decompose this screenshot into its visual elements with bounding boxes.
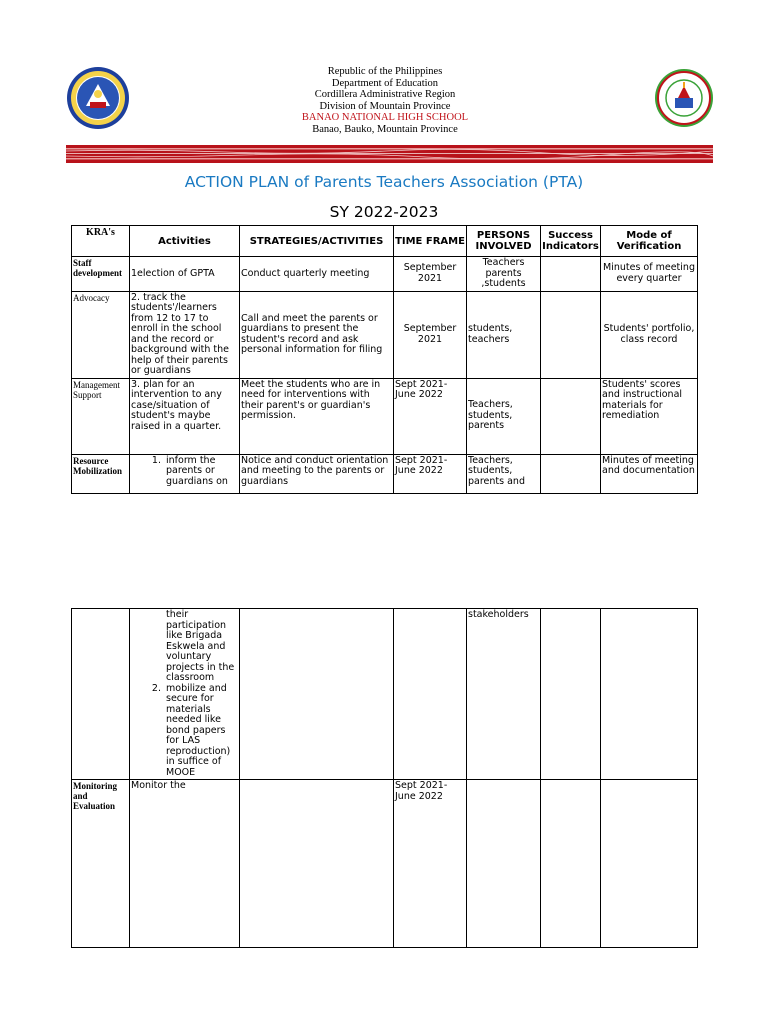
header-divider-band xyxy=(66,145,713,163)
deped-seal-logo xyxy=(66,66,130,130)
header-persons-involved: PERSONS INVOLVED xyxy=(467,226,541,257)
success-cell xyxy=(541,378,601,454)
table-row xyxy=(72,780,698,948)
letterhead-line-2: Department of Education xyxy=(331,77,439,89)
header-mode-of-verification: Mode of Verification xyxy=(601,226,698,257)
table-row xyxy=(72,609,698,780)
table-row xyxy=(72,378,698,454)
time-frame-cell xyxy=(394,609,467,780)
document-title: ACTION PLAN of Parents Teachers Association (PTA) xyxy=(184,173,584,191)
time-frame-cell: Sept 2021-June 2022 xyxy=(394,454,467,493)
activity-cell: 3. plan for an intervention to any case/situation of student's maybe raised in a quarter. xyxy=(130,378,240,454)
persons-cell xyxy=(467,780,541,948)
table-row xyxy=(72,291,698,378)
school-address: Banao, Bauko, Mountain Province xyxy=(312,123,458,135)
table-row xyxy=(72,454,698,493)
persons-cell: students, teachers xyxy=(467,291,541,378)
header-activities: Activities xyxy=(130,226,240,257)
list-item: 1. inform the parents or guardians on xyxy=(164,456,238,488)
activity-list xyxy=(131,456,238,488)
header-time-frame: TIME FRAME xyxy=(394,226,467,257)
activity-cell xyxy=(130,454,240,493)
activity-cell xyxy=(130,609,240,780)
time-frame-cell: Sept 2021-June 2022 xyxy=(394,378,467,454)
activity-cell: Monitor the xyxy=(130,780,240,948)
kra-cell: Advocacy xyxy=(72,291,130,378)
time-frame-cell: September 2021 xyxy=(394,291,467,378)
time-frame-cell: Sept 2021-June 2022 xyxy=(394,780,467,948)
letterhead-line-4: Division of Mountain Province xyxy=(319,100,451,112)
header-strategies: STRATEGIES/ACTIVITIES xyxy=(240,226,394,257)
strategy-cell: Conduct quarterly meeting xyxy=(240,257,394,292)
mode-cell xyxy=(601,780,698,948)
strategy-cell: Call and meet the parents or guardians to present the student's record and ask personal information for filing xyxy=(240,291,394,378)
school-seal-logo xyxy=(652,68,716,128)
table-row xyxy=(72,257,698,292)
action-plan-table xyxy=(71,225,698,494)
letterhead-line-1: Republic of the Philippines xyxy=(327,66,443,77)
letterhead-line-3: Cordillera Administrative Region xyxy=(314,89,456,100)
action-plan-table-continued xyxy=(71,608,698,948)
activity-cell: 1election of GPTA xyxy=(130,257,240,292)
activity-continued-text: their participation like Brigada Eskwela and voluntary projects in the classroom xyxy=(166,609,235,683)
header-success-indicators: Success Indicators xyxy=(541,226,601,257)
school-year: SY 2022-2023 xyxy=(329,203,439,221)
activity-cell: 2. track the students'/learners from 12 to 17 to enroll in the school and the record or background with the help of their parents or guardians xyxy=(130,291,240,378)
letterhead xyxy=(230,66,540,135)
persons-cell: Teachers, students, parents xyxy=(467,378,541,454)
persons-cell: stakeholders xyxy=(467,609,541,780)
kra-cell xyxy=(72,609,130,780)
persons-cell: Teachers, students, parents and xyxy=(467,454,541,493)
activity-list xyxy=(131,684,238,779)
time-frame-cell: September 2021 xyxy=(394,257,467,292)
success-cell xyxy=(541,291,601,378)
kra-cell: Resource Mobilization xyxy=(72,454,130,493)
success-cell xyxy=(541,780,601,948)
strategy-cell: Notice and conduct orientation and meeting to the parents or guardians xyxy=(240,454,394,493)
kra-cell: Monitoring and Evaluation xyxy=(72,780,130,948)
mode-cell: Students' scores and instructional materials for remediation xyxy=(601,378,698,454)
kra-cell: Management Support xyxy=(72,378,130,454)
table-header-row xyxy=(72,226,698,257)
kra-cell: Staff development xyxy=(72,257,130,292)
mode-cell: Minutes of meeting every quarter xyxy=(601,257,698,292)
success-cell xyxy=(541,257,601,292)
strategy-cell xyxy=(240,780,394,948)
strategy-cell xyxy=(240,609,394,780)
list-item: 2. mobilize and secure for materials needed like bond papers for LAS reproduction) in suffice of MOOE xyxy=(164,684,238,779)
strategy-cell: Meet the students who are in need for interventions with their parent's or guardian's permission. xyxy=(240,378,394,454)
persons-cell: Teachers parents ,students xyxy=(467,257,541,292)
mode-cell: Students' portfolio, class record xyxy=(601,291,698,378)
header-kra: KRA's xyxy=(72,226,130,257)
school-name: BANAO NATIONAL HIGH SCHOOL xyxy=(301,112,469,123)
mode-cell: Minutes of meeting and documentation xyxy=(601,454,698,493)
mode-cell xyxy=(601,609,698,780)
success-cell xyxy=(541,609,601,780)
success-cell xyxy=(541,454,601,493)
